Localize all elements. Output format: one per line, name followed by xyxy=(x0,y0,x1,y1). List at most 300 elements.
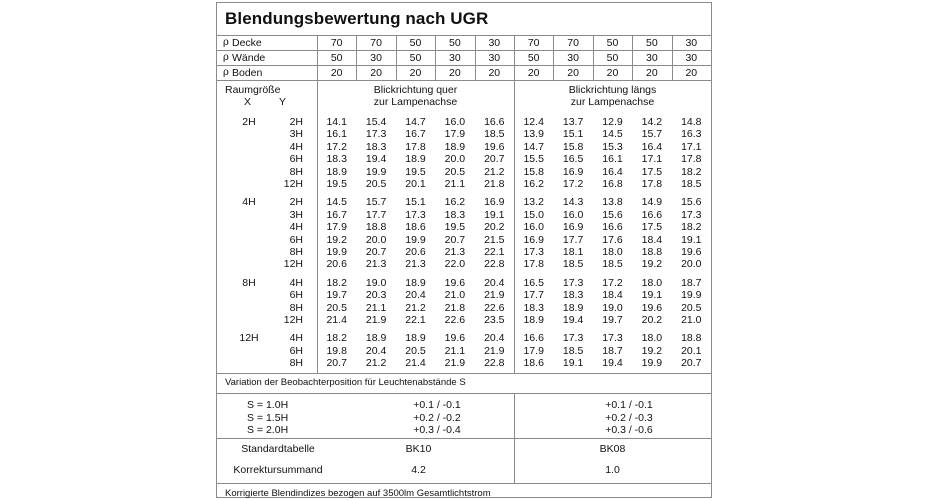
ugr-value-laengs: 18.8 xyxy=(641,246,663,258)
reflectance-value: 30 xyxy=(370,52,382,64)
reflectance-value: 30 xyxy=(685,37,698,49)
reflectance-value: 50 xyxy=(646,37,658,49)
y-room-size: 4H xyxy=(289,221,303,234)
ugr-value-quer: 19.5 xyxy=(444,221,466,234)
ugr-value-laengs: 19.2 xyxy=(641,258,663,271)
ugr-value-quer: 22.0 xyxy=(444,258,466,271)
ugr-value-quer: 19.9 xyxy=(326,246,347,258)
ugr-value-quer: 21.3 xyxy=(405,258,426,271)
y-room-size: 12H xyxy=(283,178,303,190)
y-room-size: 6H xyxy=(289,153,303,166)
y-axis-label: Y xyxy=(279,96,287,108)
ugr-value-quer: 21.4 xyxy=(405,357,426,370)
reflectance-value: 50 xyxy=(449,37,461,49)
ugr-value-quer: 18.3 xyxy=(326,153,347,166)
ugr-value-laengs: 15.6 xyxy=(681,196,702,209)
cell-divider xyxy=(553,65,554,80)
ugr-value-quer: 14.7 xyxy=(405,116,426,128)
ugr-value-laengs: 19.7 xyxy=(602,314,623,326)
ugr-value-laengs: 16.6 xyxy=(641,208,663,221)
ugr-value-laengs: 14.5 xyxy=(602,128,623,141)
ugr-value-laengs: 19.0 xyxy=(602,301,623,314)
y-room-size: 12H xyxy=(283,258,303,271)
ugr-value-laengs: 19.4 xyxy=(602,357,623,370)
ugr-value-laengs: 18.3 xyxy=(562,289,584,302)
cell-divider xyxy=(632,35,633,50)
ugr-value-laengs: 18.8 xyxy=(681,332,702,345)
cell-divider xyxy=(356,50,357,65)
ugr-value-quer: 21.8 xyxy=(444,301,466,314)
ugr-value-quer: 21.2 xyxy=(365,357,387,370)
ugr-value-quer: 20.4 xyxy=(484,276,505,289)
cell-divider xyxy=(396,50,397,65)
ugr-value-laengs: 16.5 xyxy=(523,276,544,289)
reflectance-value: 20 xyxy=(330,67,343,79)
ugr-value-laengs: 13.7 xyxy=(562,116,584,128)
ugr-value-quer: 17.8 xyxy=(405,140,426,153)
ugr-value-laengs: 18.5 xyxy=(681,178,702,190)
ugr-value-laengs: 19.1 xyxy=(681,233,702,246)
ugr-value-quer: 21.9 xyxy=(484,289,505,302)
ugr-value-quer: 21.1 xyxy=(444,344,466,357)
ugr-value-quer: 18.9 xyxy=(326,165,347,178)
cell-divider xyxy=(553,35,554,50)
x-room-size: 2H xyxy=(242,116,256,128)
ugr-value-laengs: 21.0 xyxy=(681,314,702,326)
ugr-value-laengs: 17.5 xyxy=(641,221,663,234)
ugr-value-laengs: 19.6 xyxy=(681,246,702,258)
quer-heading: Blickrichtung quer xyxy=(373,84,458,96)
ugr-value-laengs: 15.8 xyxy=(523,165,544,178)
ugr-value-laengs: 12.4 xyxy=(523,116,544,128)
ugr-value-quer: 21.2 xyxy=(405,301,426,314)
ugr-value-quer: 21.3 xyxy=(444,246,466,258)
ugr-value-laengs: 13.8 xyxy=(602,196,623,209)
ugr-value-laengs: 18.3 xyxy=(523,301,544,314)
cell-divider xyxy=(553,50,554,65)
ugr-value-quer: 18.6 xyxy=(405,221,426,234)
ugr-table-sheet xyxy=(216,2,712,498)
ugr-value-quer: 14.5 xyxy=(326,196,347,209)
quer-subheading: zur Lampenachse xyxy=(373,96,458,108)
column-divider xyxy=(711,65,712,80)
ugr-value-laengs: 17.7 xyxy=(562,233,584,246)
ugr-value-laengs: 17.8 xyxy=(523,258,544,271)
reflectance-value: 30 xyxy=(488,52,501,64)
ugr-value-quer: 19.6 xyxy=(484,140,505,153)
reflectance-value: 70 xyxy=(330,37,343,49)
ugr-value-laengs: 19.4 xyxy=(562,314,584,326)
reflectance-value: 30 xyxy=(488,37,501,49)
ugr-value-laengs: 20.1 xyxy=(681,344,702,357)
ugr-value-laengs: 18.2 xyxy=(681,221,702,234)
cell-divider xyxy=(396,65,397,80)
y-room-size: 4H xyxy=(289,140,303,153)
korrektur-laengs: 1.0 xyxy=(605,464,620,476)
reflectance-value: 20 xyxy=(646,67,658,79)
ugr-value-laengs: 15.0 xyxy=(523,208,544,221)
column-divider xyxy=(711,35,712,50)
ugr-value-laengs: 16.5 xyxy=(562,153,584,166)
ugr-value-laengs: 18.9 xyxy=(523,314,544,326)
ugr-value-quer: 20.6 xyxy=(326,258,347,271)
ugr-value-laengs: 17.3 xyxy=(523,246,544,258)
ugr-value-laengs: 20.2 xyxy=(641,314,663,326)
ugr-value-laengs: 16.3 xyxy=(681,128,702,141)
variation-laengs: +0.3 / -0.6 xyxy=(605,424,653,436)
ugr-value-laengs: 14.2 xyxy=(641,116,663,128)
ugr-value-quer: 18.9 xyxy=(405,153,426,166)
ugr-value-laengs: 16.9 xyxy=(523,233,544,246)
reflectance-value: 30 xyxy=(646,52,658,64)
ugr-value-quer: 17.9 xyxy=(326,221,347,234)
ugr-value-quer: 17.3 xyxy=(365,128,387,141)
ugr-value-laengs: 19.9 xyxy=(641,357,663,370)
ugr-value-laengs: 20.5 xyxy=(681,301,702,314)
cell-divider xyxy=(672,65,673,80)
ugr-value-quer: 19.9 xyxy=(405,233,426,246)
cell-divider xyxy=(435,50,436,65)
ugr-value-quer: 17.3 xyxy=(405,208,426,221)
view-direction-divider xyxy=(514,80,515,373)
reflectance-label: Decke xyxy=(232,37,262,49)
korrektur-quer: 4.2 xyxy=(411,464,426,476)
cell-divider xyxy=(317,50,318,65)
row-divider xyxy=(217,50,711,51)
ugr-value-quer: 18.5 xyxy=(484,128,505,141)
ugr-value-quer: 18.3 xyxy=(444,208,466,221)
y-room-size: 8H xyxy=(289,165,303,178)
footnote: Korrigierte Blendindizes bezogen auf 3500lm Gesamtlichtstrom xyxy=(225,488,491,499)
ugr-value-laengs: 16.0 xyxy=(562,208,584,221)
reflectance-value: 20 xyxy=(606,67,619,79)
korrektur-bottom-line xyxy=(217,483,711,484)
ugr-value-quer: 21.9 xyxy=(484,344,505,357)
ugr-value-quer: 20.6 xyxy=(405,246,426,258)
x-room-size: 4H xyxy=(242,196,256,209)
ugr-value-laengs: 14.7 xyxy=(523,140,544,153)
ugr-value-laengs: 17.7 xyxy=(523,289,544,302)
ugr-value-quer: 21.2 xyxy=(484,165,505,178)
laengs-heading: Blickrichtung längs xyxy=(568,84,657,96)
reflectance-value: 20 xyxy=(685,67,698,79)
ugr-value-quer: 17.2 xyxy=(326,140,347,153)
ugr-value-laengs: 17.3 xyxy=(681,208,702,221)
ugr-value-laengs: 16.6 xyxy=(523,332,544,345)
reflectance-value: 20 xyxy=(527,67,540,79)
ugr-value-quer: 21.9 xyxy=(444,357,466,370)
y-room-size: 4H xyxy=(289,332,303,345)
reflectance-value: 70 xyxy=(567,37,579,49)
ugr-value-quer: 20.4 xyxy=(365,344,387,357)
page-title: Blendungsbewertung nach UGR xyxy=(225,9,489,28)
ugr-value-quer: 22.8 xyxy=(484,357,505,370)
ugr-value-quer: 17.7 xyxy=(365,208,387,221)
y-room-size: 8H xyxy=(289,357,303,370)
ugr-value-quer: 19.9 xyxy=(365,165,387,178)
ugr-value-laengs: 16.9 xyxy=(562,165,584,178)
rho-symbol: ρ xyxy=(223,52,229,63)
ugr-value-laengs: 15.6 xyxy=(602,208,623,221)
ugr-value-laengs: 16.6 xyxy=(602,221,623,234)
korrektur-label: Korrektursummand xyxy=(233,464,323,476)
reflectance-value: 30 xyxy=(685,52,698,64)
ugr-value-laengs: 18.7 xyxy=(602,344,623,357)
cell-divider xyxy=(475,50,476,65)
cell-divider xyxy=(356,65,357,80)
ugr-value-quer: 19.0 xyxy=(365,276,387,289)
cell-divider xyxy=(593,50,594,65)
label-column-divider xyxy=(317,80,318,373)
variation-quer: +0.1 / -0.1 xyxy=(413,399,461,411)
ugr-value-laengs: 16.9 xyxy=(562,221,584,234)
cell-divider xyxy=(317,35,318,50)
ugr-value-laengs: 14.9 xyxy=(641,196,663,209)
ugr-value-laengs: 13.2 xyxy=(523,196,544,209)
ugr-value-laengs: 15.1 xyxy=(562,128,584,141)
view-direction-divider xyxy=(514,438,515,483)
ugr-value-laengs: 17.2 xyxy=(602,276,623,289)
variation-top-line xyxy=(217,393,711,394)
variation-label: Variation der Beobachterposition für Leuchtenabstände S xyxy=(225,377,466,388)
ugr-value-laengs: 18.7 xyxy=(681,276,702,289)
ugr-value-laengs: 17.9 xyxy=(523,344,544,357)
x-room-size: 12H xyxy=(239,332,259,345)
ugr-value-quer: 18.9 xyxy=(405,332,426,345)
cell-divider xyxy=(672,35,673,50)
rho-symbol: ρ xyxy=(223,37,229,48)
ugr-value-laengs: 19.6 xyxy=(641,301,663,314)
standard-laengs: BK08 xyxy=(599,443,626,455)
variation-quer: +0.2 / -0.2 xyxy=(413,411,461,424)
y-room-size: 3H xyxy=(289,128,303,141)
ugr-value-laengs: 20.0 xyxy=(681,258,702,271)
ugr-value-quer: 18.3 xyxy=(365,140,387,153)
reflectance-value: 50 xyxy=(606,37,619,49)
ugr-value-quer: 18.9 xyxy=(444,140,466,153)
ugr-value-laengs: 18.4 xyxy=(602,289,623,302)
reflectance-value: 50 xyxy=(330,52,343,64)
ugr-value-quer: 20.0 xyxy=(365,233,387,246)
cell-divider xyxy=(514,65,515,80)
reflectance-value: 20 xyxy=(370,67,382,79)
ugr-value-quer: 20.4 xyxy=(405,289,426,302)
ugr-value-quer: 21.8 xyxy=(484,178,505,190)
ugr-value-quer: 19.2 xyxy=(326,233,347,246)
cell-divider xyxy=(632,65,633,80)
ugr-value-laengs: 17.8 xyxy=(681,153,702,166)
y-room-size: 6H xyxy=(289,344,303,357)
ugr-value-laengs: 18.1 xyxy=(562,246,584,258)
ugr-value-laengs: 19.2 xyxy=(641,344,663,357)
view-direction-divider xyxy=(514,393,515,438)
spacing-value: S = 1.0H xyxy=(247,399,289,411)
ugr-value-laengs: 18.4 xyxy=(641,233,663,246)
ugr-value-quer: 20.7 xyxy=(484,153,505,166)
cell-divider xyxy=(475,35,476,50)
y-room-size: 12H xyxy=(283,314,303,326)
ugr-value-laengs: 19.9 xyxy=(681,289,702,302)
ugr-value-quer: 21.1 xyxy=(444,178,466,190)
cell-divider xyxy=(356,35,357,50)
cell-divider xyxy=(317,65,318,80)
ugr-value-quer: 20.0 xyxy=(444,153,466,166)
ugr-value-laengs: 18.6 xyxy=(523,357,544,370)
variation-laengs: +0.1 / -0.1 xyxy=(605,399,653,411)
ugr-value-quer: 20.2 xyxy=(484,221,505,234)
ugr-value-quer: 22.1 xyxy=(405,314,426,326)
ugr-value-laengs: 15.3 xyxy=(602,140,623,153)
ugr-value-quer: 19.1 xyxy=(484,208,505,221)
ugr-value-quer: 20.5 xyxy=(444,165,466,178)
ugr-value-quer: 19.6 xyxy=(444,332,466,345)
row-divider xyxy=(217,80,711,81)
reflectance-value: 70 xyxy=(527,37,540,49)
cell-divider xyxy=(475,65,476,80)
ugr-value-quer: 20.1 xyxy=(405,178,426,190)
ugr-value-quer: 18.8 xyxy=(365,221,387,234)
cell-divider xyxy=(632,50,633,65)
reflectance-label: Boden xyxy=(232,67,263,79)
ugr-value-quer: 20.7 xyxy=(365,246,387,258)
ugr-value-laengs: 18.5 xyxy=(602,258,623,271)
reflectance-value: 30 xyxy=(449,52,461,64)
ugr-value-quer: 19.6 xyxy=(444,276,466,289)
ugr-value-quer: 16.9 xyxy=(484,196,505,209)
row-divider xyxy=(217,65,711,66)
ugr-value-quer: 19.8 xyxy=(326,344,347,357)
ugr-value-quer: 16.1 xyxy=(326,128,347,141)
y-room-size: 2H xyxy=(289,116,303,128)
ugr-value-quer: 21.0 xyxy=(444,289,466,302)
y-room-size: 4H xyxy=(289,276,303,289)
ugr-value-laengs: 17.6 xyxy=(602,233,623,246)
ugr-value-laengs: 12.9 xyxy=(602,116,623,128)
cell-divider xyxy=(672,50,673,65)
ugr-value-laengs: 18.2 xyxy=(681,165,702,178)
spacing-value: S = 1.5H xyxy=(247,411,289,424)
ugr-value-quer: 18.2 xyxy=(326,332,347,345)
ugr-value-laengs: 17.3 xyxy=(602,332,623,345)
data-bottom-line xyxy=(217,373,711,374)
ugr-value-quer: 16.0 xyxy=(444,116,466,128)
y-room-size: 8H xyxy=(289,246,303,258)
reflectance-value: 50 xyxy=(409,37,422,49)
ugr-value-quer: 16.7 xyxy=(326,208,347,221)
ugr-value-quer: 18.2 xyxy=(326,276,347,289)
laengs-subheading: zur Lampenachse xyxy=(570,96,655,108)
ugr-value-quer: 14.1 xyxy=(326,116,347,128)
ugr-value-quer: 20.5 xyxy=(326,301,347,314)
ugr-value-quer: 18.9 xyxy=(365,332,387,345)
ugr-value-quer: 20.4 xyxy=(484,332,505,345)
reflectance-value: 50 xyxy=(606,52,619,64)
y-room-size: 3H xyxy=(289,208,303,221)
y-room-size: 6H xyxy=(289,289,303,302)
header-top-line xyxy=(217,35,711,36)
ugr-value-laengs: 18.0 xyxy=(602,246,623,258)
ugr-value-laengs: 15.7 xyxy=(641,128,663,141)
ugr-value-laengs: 16.4 xyxy=(602,165,623,178)
cell-divider xyxy=(514,35,515,50)
ugr-value-quer: 22.6 xyxy=(444,314,466,326)
column-divider xyxy=(711,50,712,65)
ugr-value-laengs: 18.0 xyxy=(641,332,663,345)
cell-divider xyxy=(593,35,594,50)
ugr-value-laengs: 17.1 xyxy=(681,140,702,153)
ugr-value-laengs: 15.8 xyxy=(562,140,584,153)
ugr-value-laengs: 17.5 xyxy=(641,165,663,178)
variation-bottom-line xyxy=(217,438,711,439)
ugr-value-laengs: 16.4 xyxy=(641,140,663,153)
ugr-value-quer: 19.4 xyxy=(365,153,387,166)
ugr-value-laengs: 13.9 xyxy=(523,128,544,141)
ugr-value-laengs: 18.5 xyxy=(562,344,584,357)
cell-divider xyxy=(435,35,436,50)
ugr-value-quer: 19.5 xyxy=(405,165,426,178)
ugr-value-laengs: 17.2 xyxy=(562,178,584,190)
ugr-value-quer: 20.7 xyxy=(444,233,466,246)
ugr-value-laengs: 19.1 xyxy=(562,357,584,370)
ugr-value-laengs: 19.1 xyxy=(641,289,663,302)
ugr-value-quer: 19.7 xyxy=(326,289,347,302)
ugr-value-laengs: 17.8 xyxy=(641,178,663,190)
ugr-value-quer: 22.6 xyxy=(484,301,505,314)
x-axis-label: X xyxy=(244,96,252,108)
reflectance-value: 20 xyxy=(449,67,461,79)
reflectance-value: 20 xyxy=(488,67,501,79)
ugr-value-quer: 18.9 xyxy=(405,276,426,289)
ugr-value-quer: 16.7 xyxy=(405,128,426,141)
x-room-size: 8H xyxy=(242,276,256,289)
ugr-value-laengs: 14.8 xyxy=(681,116,702,128)
raumgroesse-label: Raumgröße xyxy=(225,84,281,96)
y-room-size: 6H xyxy=(289,233,303,246)
reflectance-label: Wände xyxy=(232,52,266,64)
reflectance-value: 30 xyxy=(567,52,579,64)
reflectance-value: 20 xyxy=(409,67,422,79)
reflectance-value: 50 xyxy=(409,52,422,64)
ugr-value-quer: 21.4 xyxy=(326,314,347,326)
ugr-value-laengs: 18.9 xyxy=(562,301,584,314)
ugr-value-laengs: 16.0 xyxy=(523,221,544,234)
reflectance-value: 70 xyxy=(370,37,382,49)
ugr-value-quer: 20.5 xyxy=(365,178,387,190)
rho-symbol: ρ xyxy=(223,67,229,78)
ugr-value-quer: 16.2 xyxy=(444,196,466,209)
ugr-value-quer: 20.7 xyxy=(326,357,347,370)
ugr-value-laengs: 16.2 xyxy=(523,178,544,190)
ugr-value-laengs: 14.3 xyxy=(562,196,584,209)
cell-divider xyxy=(435,65,436,80)
ugr-value-quer: 15.7 xyxy=(365,196,387,209)
y-room-size: 2H xyxy=(289,196,303,209)
standard-label: Standardtabelle xyxy=(241,443,315,455)
ugr-value-quer: 17.9 xyxy=(444,128,466,141)
ugr-value-quer: 22.1 xyxy=(484,246,505,258)
ugr-value-quer: 23.5 xyxy=(484,314,505,326)
ugr-value-quer: 16.6 xyxy=(484,116,505,128)
ugr-value-laengs: 20.7 xyxy=(681,357,702,370)
ugr-value-laengs: 18.5 xyxy=(562,258,584,271)
ugr-value-laengs: 17.3 xyxy=(562,332,584,345)
reflectance-value: 50 xyxy=(527,52,540,64)
ugr-value-quer: 21.5 xyxy=(484,233,505,246)
standard-quer: BK10 xyxy=(405,443,432,455)
cell-divider xyxy=(514,50,515,65)
ugr-value-laengs: 16.1 xyxy=(602,153,623,166)
ugr-value-laengs: 17.3 xyxy=(562,276,584,289)
